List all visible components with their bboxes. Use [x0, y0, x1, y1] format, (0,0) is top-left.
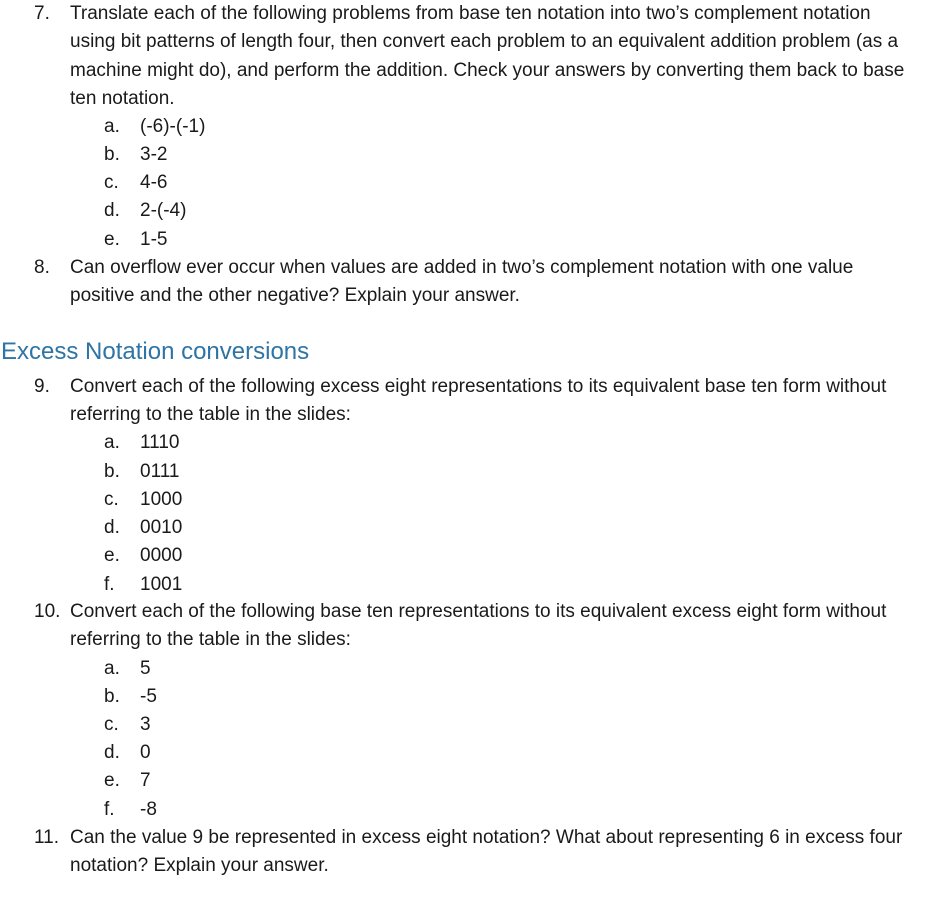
- question-number: 10.: [34, 601, 61, 622]
- item-letter: d.: [104, 200, 120, 221]
- question-number: 8.: [34, 257, 50, 278]
- question-number: 7.: [34, 3, 50, 24]
- question-7: [34, 0, 934, 114]
- item-value: 0000: [140, 545, 183, 566]
- item-letter: b.: [104, 686, 120, 707]
- item-value: 1000: [140, 489, 183, 510]
- item-letter: b.: [104, 144, 120, 165]
- item-value: 0010: [140, 517, 183, 538]
- item-letter: d.: [104, 517, 120, 538]
- question-10: [34, 598, 934, 655]
- item-letter: c.: [104, 489, 119, 510]
- item-letter: c.: [104, 714, 119, 735]
- item-letter: a.: [104, 432, 120, 453]
- item-value: 3: [140, 714, 151, 735]
- item-letter: e.: [104, 545, 120, 566]
- item-value: 0: [140, 742, 151, 763]
- question-text: Convert each of the following excess eight representations to its equivalent base ten form without referring to the table in the slides:: [70, 376, 887, 426]
- item-letter: c.: [104, 172, 119, 193]
- item-value: 2-(-4): [140, 200, 187, 221]
- item-letter: f.: [104, 574, 115, 595]
- item-value: 4-6: [140, 172, 168, 193]
- item-letter: b.: [104, 461, 120, 482]
- item-letter: f.: [104, 799, 115, 820]
- question-text: Translate each of the following problems from base ten notation into two’s complement notation using bit patterns of length four, then convert each problem to an equivalent addition problem (as a machine might do), and perform the addition. Check your answers by converting them back to base ten notation.: [70, 3, 905, 109]
- section-heading: Excess Notation conversions: [1, 338, 310, 365]
- item-value: -5: [140, 686, 157, 707]
- item-letter: a.: [104, 116, 120, 137]
- item-value: (-6)-(-1): [140, 116, 206, 137]
- question-number: 9.: [34, 376, 50, 397]
- item-letter: e.: [104, 770, 120, 791]
- item-value: 0111: [140, 461, 180, 482]
- item-value: 3-2: [140, 144, 168, 165]
- item-letter: a.: [104, 658, 120, 679]
- item-value: -8: [140, 799, 157, 820]
- item-value: 1110: [140, 432, 180, 453]
- question-8: [34, 254, 934, 311]
- question-11: [34, 824, 934, 881]
- question-text: Convert each of the following base ten representations to its equivalent excess eight form without referring to the table in the slides:: [70, 601, 887, 651]
- question-text: Can the value 9 be represented in excess eight notation? What about representing 6 in excess four notation? Explain your answer.: [70, 827, 903, 877]
- question-text: Can overflow ever occur when values are added in two’s complement notation with one value positive and the other negative? Explain your answer.: [70, 257, 854, 307]
- item-value: 1001: [140, 574, 183, 595]
- item-letter: e.: [104, 229, 120, 250]
- question-number: 11.: [34, 827, 60, 848]
- item-letter: d.: [104, 742, 120, 763]
- item-value: 5: [140, 658, 151, 679]
- item-value: 7: [140, 770, 151, 791]
- question-9: [34, 373, 934, 430]
- item-value: 1-5: [140, 229, 168, 250]
